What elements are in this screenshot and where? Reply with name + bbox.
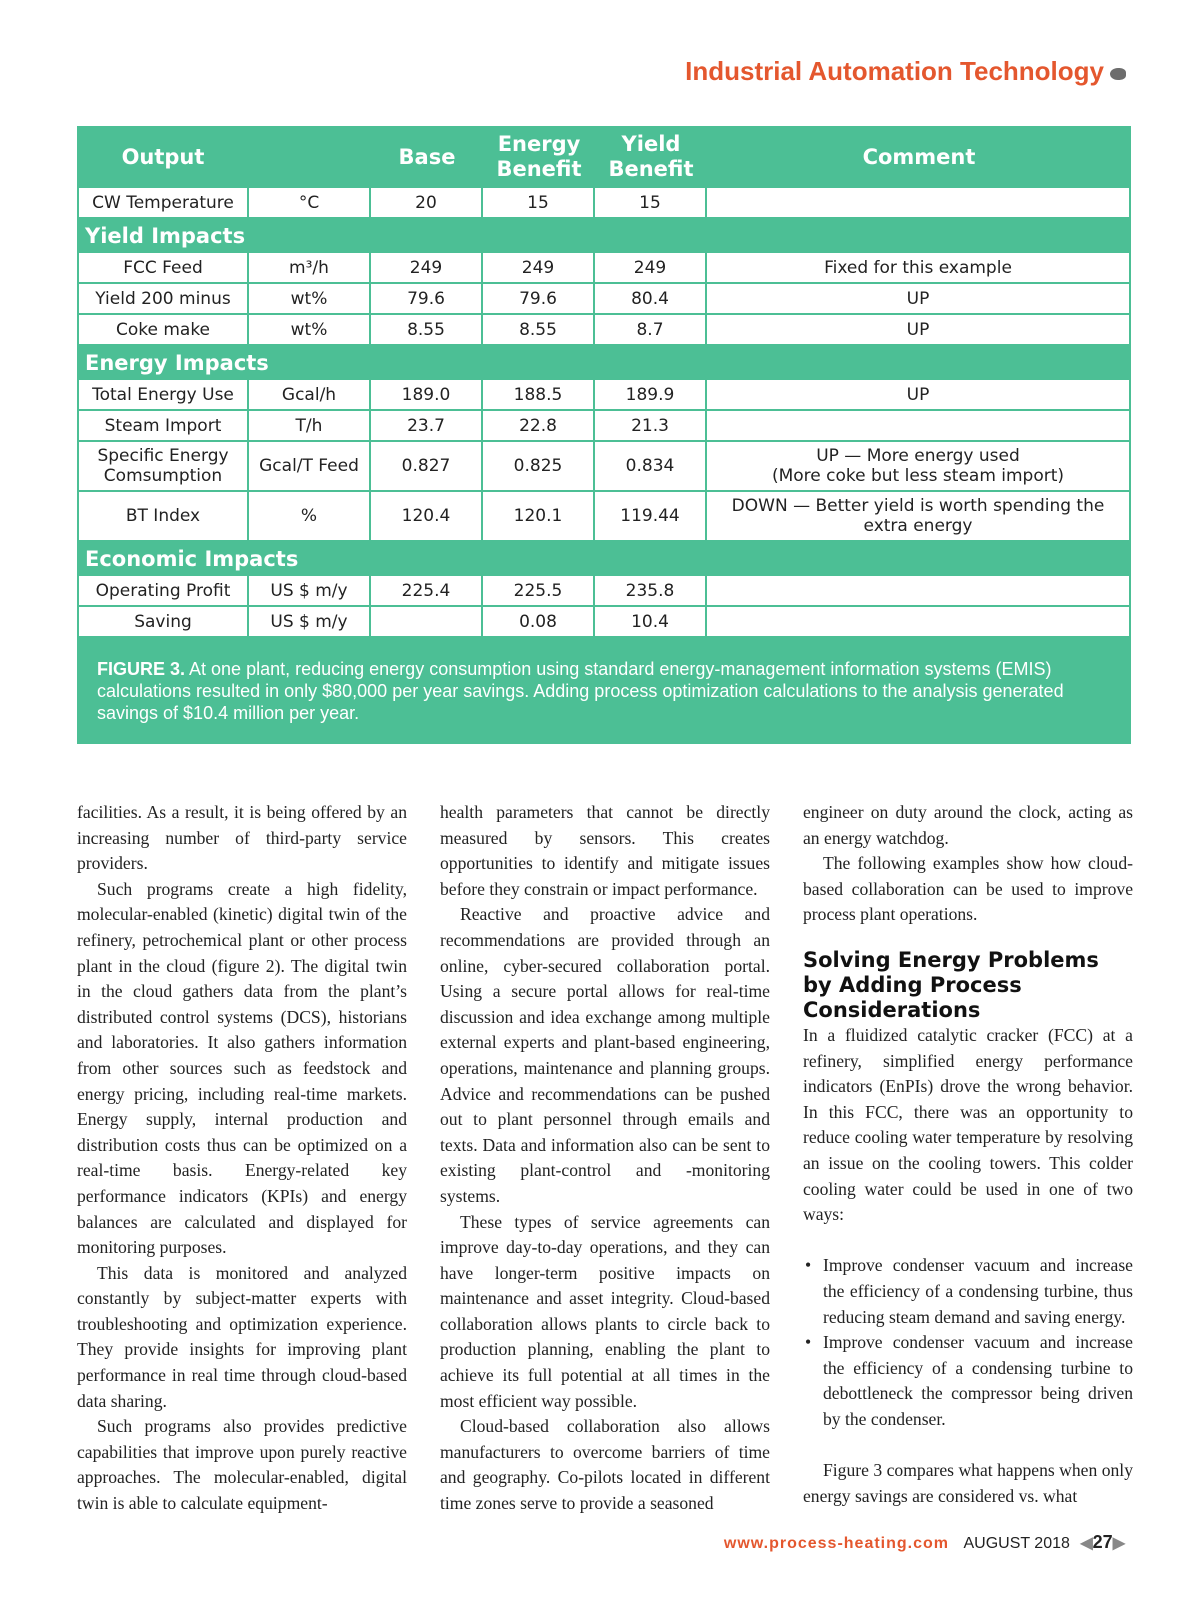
header-yield-benefit [595,126,707,188]
cell-base: 20 [371,188,483,219]
page-number-value: 27 [1092,1532,1113,1552]
table-row [77,284,1131,315]
list-item-text: Improve condenser vacuum and increase the efficiency of a condensing turbine, thus reducing steam demand and saving energy. [823,1255,1133,1327]
paragraph: Figure 3 compares what happens when only energy savings are considered vs. what [803,1460,1133,1506]
bullet-icon: • [805,1332,812,1353]
cell-output: Steam Import [77,411,249,442]
text-column-2 [440,800,770,1517]
list-item [805,1253,1133,1330]
footer-date: AUGUST 2018 [963,1535,1070,1552]
section-title-economic: Economic Impacts [77,542,1131,576]
paragraph: Such programs create a high fidelity, molecular-enabled (kinetic) digital twin of the refinery, petrochemical plant or other process plant in the cloud (figure 2). The digital twin in the cloud gathers data from the plant’s distributed control systems (DCS), historians and laboratories. It also gathers information from other sources such as feedstock and energy pricing, including real-time markets. Energy supply, internal production and distribution costs thus can be optimized on a real-time basis. Energy-related key performance indicators (KPIs) and energy balances are calculated and displayed for monitoring purposes. [77,878,407,1258]
cell-yield: 235.8 [595,576,707,607]
section-title-energy: Energy Impacts [77,346,1131,380]
cell-comment-line1: DOWN — Better yield is worth spending the [731,496,1105,516]
paragraph: engineer on duty around the clock, acting as an energy watchdog. [803,802,1133,848]
cell-comment [707,442,1131,492]
cell-energy: 249 [483,253,595,284]
page-footer [724,1532,1125,1553]
header-output: Output [121,144,205,169]
cell-unit: Gcal/h [249,380,371,411]
cell-unit: °C [249,188,371,219]
energy-yield-table [77,126,1131,638]
header-energy-line2: Benefit [496,157,582,181]
cell-output-line1: Specific Energy [97,446,229,466]
cell-output: CW Temperature [77,188,249,219]
cell-base: 225.4 [371,576,483,607]
cell-yield: 15 [595,188,707,219]
paragraph: The following examples show how cloud-based collaboration can be used to improve process plant operations. [803,853,1133,925]
paragraph: These types of service agreements can improve day-to-day operations, and they can have longer-term positive impacts on maintenance and asset integrity. Cloud-based collaboration allows plants to circle back to production planning, enabling the plant to achieve its full potential at all times in the most efficient way possible. [440,1211,770,1411]
left-triangle-icon: ◀ [1080,1535,1093,1552]
cell-output: Total Energy Use [77,380,249,411]
header-comment: Comment [862,144,976,169]
cell-unit: US $ m/y [249,607,371,638]
paragraph: Cloud-based collaboration also allows manufacturers to overcome barriers of time and geography. Co-pilots located in different time zones serve to provide a seasoned [440,1416,770,1514]
page-number [1080,1532,1125,1552]
table-header-row [77,126,1131,188]
cell-comment [707,411,1131,442]
cell-base: 8.55 [371,315,483,346]
figure-label: FIGURE 3. [97,659,186,679]
cell-yield: 8.7 [595,315,707,346]
table-row [77,607,1131,638]
cell-base: 0.827 [371,442,483,492]
header-base: Base [398,144,456,169]
list-item-text: Improve condenser vacuum and increase the efficiency of a condensing turbine to debottleneck the compressor being driven by the condenser. [823,1332,1133,1429]
figure-caption [77,638,1131,744]
cell-energy: 225.5 [483,576,595,607]
cell-output: BT Index [77,492,249,542]
bullet-icon: • [805,1255,812,1276]
cell-unit: wt% [249,284,371,315]
cell-comment [707,576,1131,607]
table-row [77,380,1131,411]
cell-output: Coke make [77,315,249,346]
cell-comment [707,188,1131,219]
paragraph: In a fluidized catalytic cracker (FCC) at a refinery, simplified energy performance indicators (EnPIs) drove the wrong behavior. In this FCC, there was an opportunity to reduce cooling water temperature by resolving an issue on the cooling towers. This colder cooling water could be used in one of two ways: [803,1024,1133,1225]
header-yield-line1: Yield [621,132,681,156]
cell-unit: wt% [249,315,371,346]
paragraph: Reactive and proactive advice and recommendations are provided through an online, cyber-secured collaboration portal. Using a secure portal allows for real-time discussion and idea exchange among multiple external experts and plant-based engineering, operations, maintenance and planning groups. Advice and recommendations can be pushed out to plant personnel through emails and texts. Data and information also can be sent to existing plant-control and -monitoring systems. [440,904,770,1206]
paragraph: facilities. As a result, it is being offered by an increasing number of third-party service providers. [77,802,407,874]
table-row [77,188,1131,219]
cell-comment [707,492,1131,542]
cell-yield: 10.4 [595,607,707,638]
section-row [77,346,1131,380]
cell-energy: 188.5 [483,380,595,411]
table-row [77,576,1131,607]
cell-energy: 0.825 [483,442,595,492]
cell-base: 189.0 [371,380,483,411]
cell-unit: % [249,492,371,542]
cell-energy: 120.1 [483,492,595,542]
header-bullet-icon [1110,68,1126,80]
list-item [805,1330,1133,1432]
cell-output: Yield 200 minus [77,284,249,315]
cell-base: 79.6 [371,284,483,315]
footer-url: www.process-heating.com [723,1535,950,1552]
figure-caption-text: At one plant, reducing energy consumption using standard energy-management information systems (EMIS) calculations resulted in only $80,000 per year savings. Adding process optimization calculations to the analysis generated savings of $10.4 million per year. [97,659,1064,723]
table-row [77,315,1131,346]
cell-comment-line2: extra energy [863,516,973,536]
cell-yield: 119.44 [595,492,707,542]
text-column-3 [803,800,1133,1509]
cell-comment: UP [707,315,1131,346]
table-row [77,492,1131,542]
header-energy-benefit [483,126,595,188]
cell-yield: 80.4 [595,284,707,315]
section-heading: Solving Energy Problems by Adding Process Considerations [803,947,1099,1022]
cell-unit: T/h [249,411,371,442]
header-energy-line1: Energy [497,132,581,156]
table-row [77,411,1131,442]
header-unit [249,126,371,188]
cell-energy: 79.6 [483,284,595,315]
cell-yield: 249 [595,253,707,284]
section-row [77,542,1131,576]
publication-header: Industrial Automation Technology [685,56,1104,86]
cell-energy: 15 [483,188,595,219]
bullet-list [803,1253,1133,1432]
cell-comment [707,607,1131,638]
section-row [77,219,1131,253]
cell-energy: 0.08 [483,607,595,638]
cell-yield: 189.9 [595,380,707,411]
cell-output [77,442,249,492]
table-row [77,442,1131,492]
paragraph: health parameters that cannot be directly measured by sensors. This creates opportunities to identify and mitigate issues before they constrain or impact performance. [440,802,770,899]
cell-output: Operating Profit [77,576,249,607]
cell-output: FCC Feed [77,253,249,284]
cell-output: Saving [77,607,249,638]
header-yield-line2: Benefit [608,157,694,181]
figure-3 [77,126,1131,744]
cell-unit: Gcal/T Feed [249,442,371,492]
cell-yield: 21.3 [595,411,707,442]
cell-yield: 0.834 [595,442,707,492]
paragraph: This data is monitored and analyzed constantly by subject-matter experts with troubleshooting and optimization experience. They provide insights for improving plant performance in real time through cloud-based data sharing. [77,1262,407,1411]
text-column-1 [77,800,407,1517]
cell-comment: Fixed for this example [707,253,1131,284]
cell-unit: m³/h [249,253,371,284]
cell-comment: UP [707,380,1131,411]
cell-base [371,607,483,638]
right-triangle-icon: ▶ [1112,1535,1125,1552]
cell-base: 23.7 [371,411,483,442]
cell-base: 249 [371,253,483,284]
cell-unit: US $ m/y [249,576,371,607]
cell-base: 120.4 [371,492,483,542]
cell-energy: 22.8 [483,411,595,442]
cell-energy: 8.55 [483,315,595,346]
section-title-yield: Yield Impacts [77,219,1131,253]
cell-comment: UP [707,284,1131,315]
cell-comment-line1: UP — More energy used [816,446,1020,466]
table-row [77,253,1131,284]
cell-comment-line2: (More coke but less steam import) [771,466,1065,486]
cell-output-line2: Comsumption [103,466,223,486]
paragraph: Such programs also provides predictive capabilities that improve upon purely reactive approaches. The molecular-enabled, digital twin is able to calculate equipment- [77,1416,407,1514]
